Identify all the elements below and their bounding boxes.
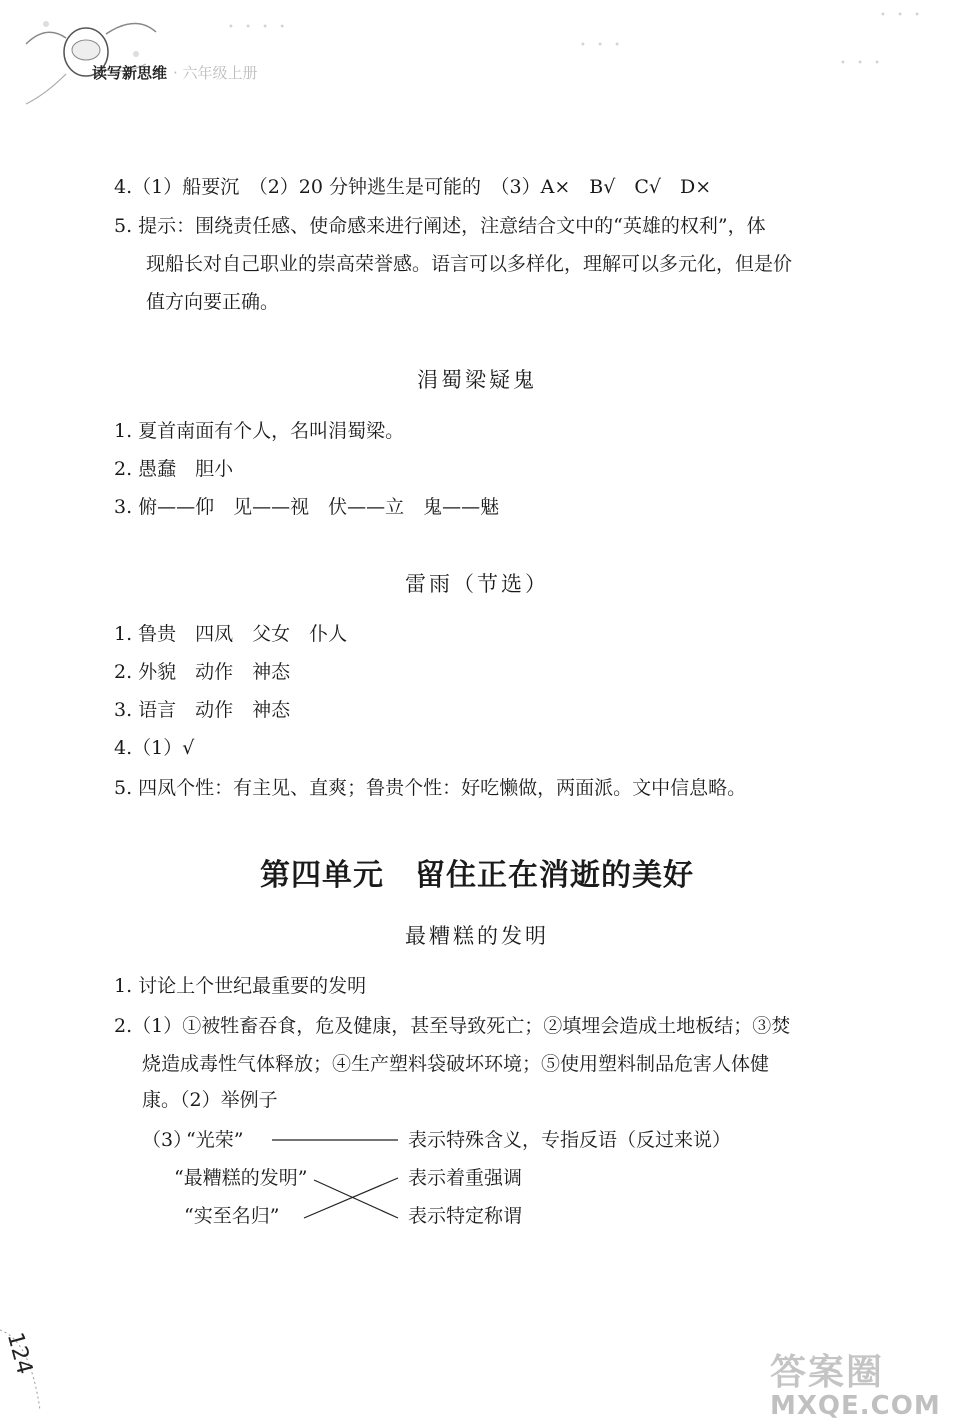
- match-right-item: 表示特殊含义，专指反语（反过来说）: [408, 1129, 732, 1151]
- grade-label: · 六年级上册: [173, 64, 258, 82]
- decor-dots: • • •: [880, 10, 925, 21]
- watermark: [770, 1344, 941, 1421]
- match-left-item: “实至名归”: [184, 1205, 280, 1227]
- match-prefix: （3）: [142, 1129, 193, 1151]
- answer-line: 1. 讨论上个世纪最重要的发明: [114, 975, 367, 997]
- unit-heading: 第四单元 留住正在消逝的美好: [260, 858, 694, 893]
- watermark-text: 答案圈: [770, 1352, 885, 1393]
- answer-line: 1. 鲁贵 四凤 父女 仆人: [114, 623, 348, 645]
- answer-line: 现船长对自己职业的崇高荣誉感。语言可以多样化，理解可以多元化，但是价: [146, 253, 793, 275]
- answer-line: 5. 四凤个性：有主见、直爽；鲁贵个性：好吃懒做，两面派。文中信息略。: [114, 777, 747, 799]
- answer-line: 烧造成毒性气体释放；④生产塑料袋破坏环境；⑤使用塑料制品危害人体健: [142, 1053, 770, 1075]
- page-number: 124: [1, 1330, 37, 1378]
- answer-line: 3. 俯——仰 见——视 伏——立 鬼——魅: [114, 496, 500, 518]
- answer-line: 2.（1）①被牲畜吞食，危及健康，甚至导致死亡；②填埋会造成土地板结；③焚: [114, 1015, 791, 1037]
- answer-line: 4.（1）√: [114, 737, 195, 759]
- book-title: 读写新思维: [92, 64, 168, 82]
- match-line: [314, 1180, 398, 1218]
- answer-line: 1. 夏首南面有个人，名叫涓蜀梁。: [114, 420, 405, 442]
- section-title: 最糟糕的发明: [405, 924, 549, 948]
- answer-line: 4.（1）船要沉 （2）20 分钟逃生是可能的 （3）A× B√ C√ D×: [114, 176, 712, 198]
- section-title: 涓蜀梁疑鬼: [417, 368, 537, 392]
- decor-dots: • • •: [580, 40, 625, 51]
- answer-line: 康。（2）举例子: [142, 1089, 278, 1111]
- match-left-item: “光荣”: [186, 1129, 244, 1151]
- answer-line: 2. 外貌 动作 神态: [114, 661, 291, 683]
- match-left-item: “最糟糕的发明”: [174, 1167, 308, 1189]
- decor-dots: • • •: [840, 58, 885, 69]
- answer-line: 2. 愚蠢 胆小: [114, 458, 234, 480]
- answer-line: 5. 提示：围绕责任感、使命感来进行阐述，注意结合文中的“英雄的权利”，体: [114, 215, 766, 237]
- section-title: 雷雨（节选）: [405, 572, 549, 596]
- watermark-url: MXQE.COM: [770, 1391, 941, 1421]
- answer-line: 值方向要正确。: [146, 291, 280, 313]
- decor-dots: • • • •: [228, 22, 290, 33]
- match-right-item: 表示特定称谓: [408, 1205, 523, 1227]
- answer-line: 3. 语言 动作 神态: [114, 699, 291, 721]
- match-right-item: 表示着重强调: [408, 1167, 523, 1189]
